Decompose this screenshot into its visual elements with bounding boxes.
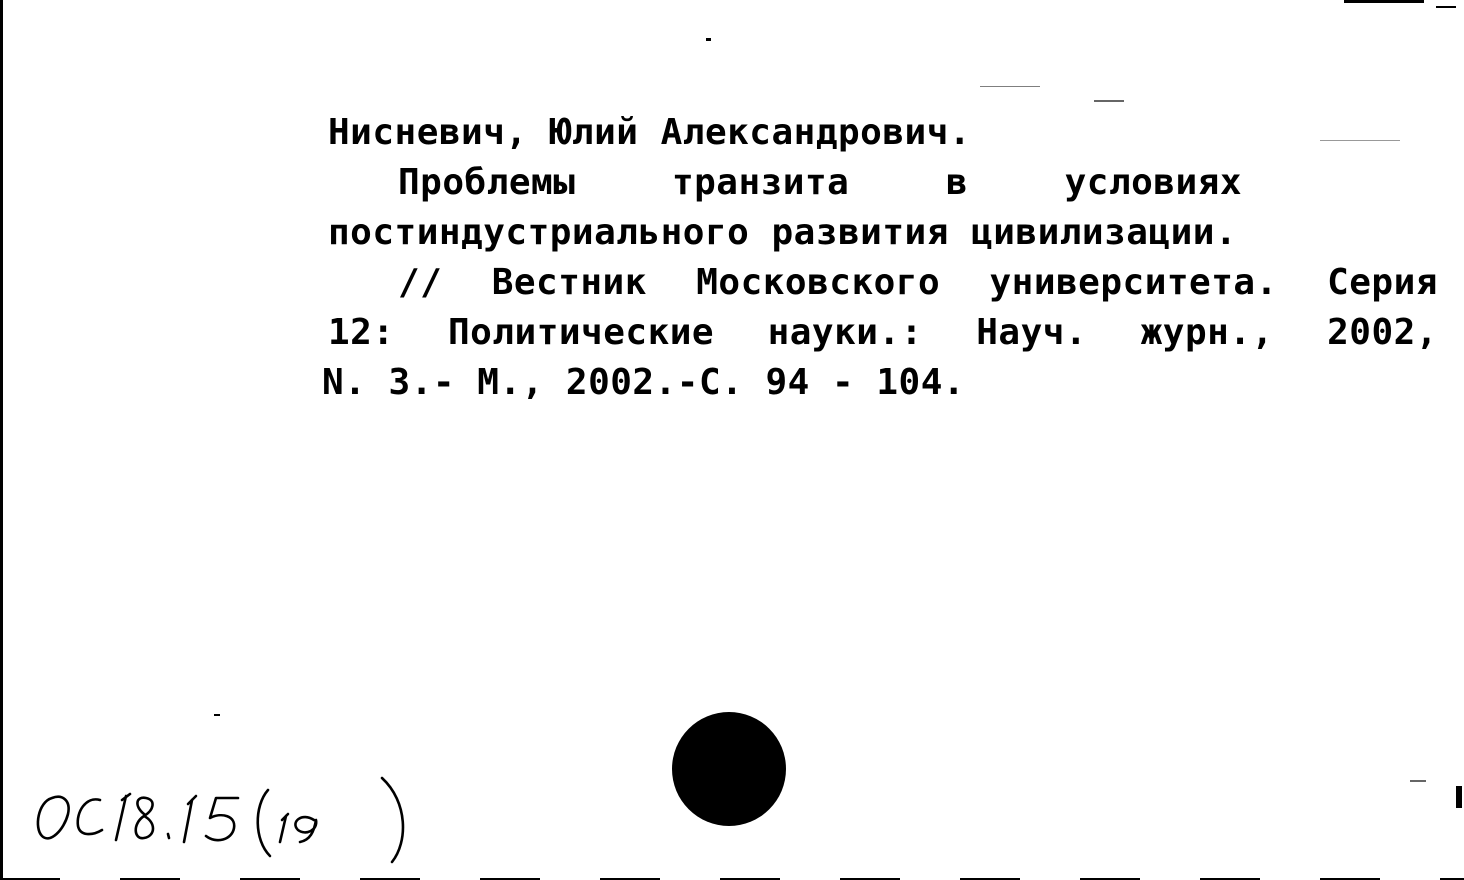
- source-word: Политические: [448, 312, 715, 353]
- bibliographic-entry: [322, 108, 1438, 408]
- source-word: Науч.: [976, 312, 1088, 353]
- scan-speck: [706, 38, 711, 41]
- card-right-edge-mark: [1456, 786, 1462, 808]
- source-word: Московского: [696, 262, 941, 303]
- title-line-2: постиндустриального развития цивилизации.: [328, 212, 1238, 253]
- source-word: журн.,: [1140, 312, 1274, 353]
- source-word: Серия: [1327, 262, 1438, 303]
- title-word: в: [945, 162, 969, 203]
- handwritten-shelfmark: [30, 776, 430, 866]
- title-word: условиях: [1064, 162, 1242, 203]
- source-word: //: [398, 262, 443, 303]
- source-word: 12:: [328, 312, 395, 353]
- scan-speck: [1320, 140, 1400, 141]
- card-left-edge: [0, 0, 3, 880]
- title-word: Проблемы: [398, 162, 576, 203]
- title-word: транзита: [671, 162, 850, 203]
- scan-speck: [1094, 100, 1124, 102]
- source-word: науки.:: [767, 312, 923, 353]
- source-line-3: N. 3.- М., 2002.-С. 94 - 104.: [322, 362, 966, 403]
- source-word: университета.: [989, 262, 1278, 303]
- scan-speck: [1436, 6, 1456, 8]
- card-punch-hole: [672, 712, 786, 826]
- source-word: Вестник: [491, 262, 647, 303]
- author-heading: Нисневич, Юлий Александрович.: [328, 112, 972, 153]
- source-line-1: [328, 258, 1438, 308]
- scan-speck: [214, 714, 220, 716]
- scan-speck: [1410, 780, 1426, 782]
- title-line-1: [328, 158, 1438, 208]
- scan-speck: [980, 86, 1040, 87]
- source-word: 2002,: [1327, 312, 1438, 353]
- card-top-edge-mark: [1344, 0, 1424, 3]
- source-line-2: [328, 308, 1438, 358]
